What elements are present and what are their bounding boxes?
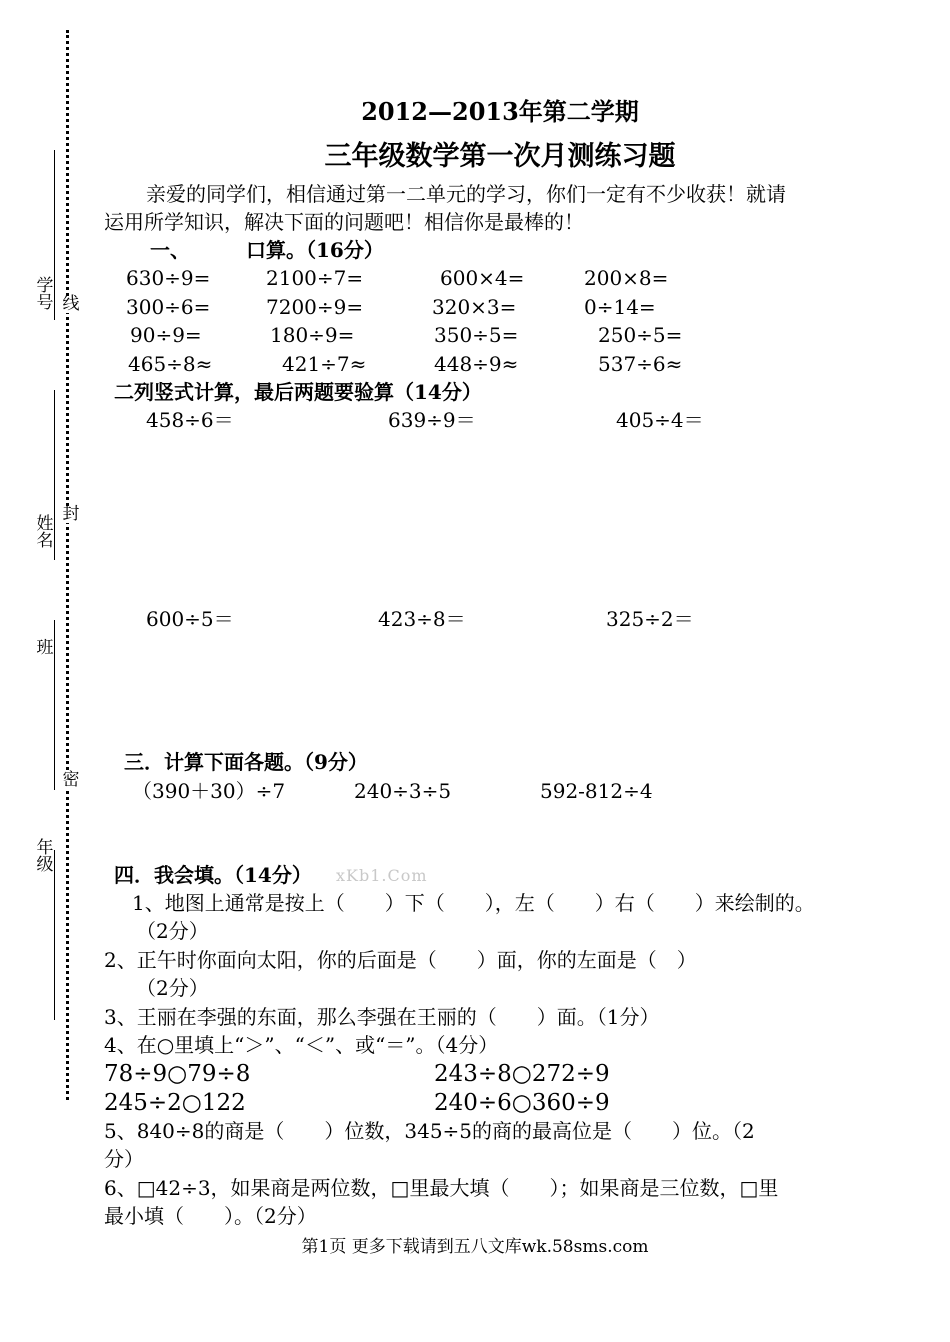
expression-item: 240÷3÷5 — [354, 779, 452, 803]
fill-question-2-score: （2分） — [136, 976, 209, 1000]
compare-item: 78÷9○79÷8 — [104, 1061, 251, 1087]
mental-calc-item: 180÷9= — [270, 323, 355, 347]
fill-question-2: 2、正午时你面向太阳，你的后面是（ ）面，你的左面是（ ） — [104, 948, 697, 972]
fill-question-1-score: （2分） — [136, 919, 209, 943]
xuehao-underline — [54, 150, 55, 320]
page-footer: 第1页 更多下载请到五八文库wk.58sms.com — [301, 1237, 649, 1257]
mi-label: 密 — [62, 770, 80, 790]
mental-calc-item: 465÷8≈ — [128, 352, 213, 376]
fill-question-5-line-2: 分） — [104, 1147, 144, 1171]
xingming-underline — [54, 390, 55, 560]
ban-underline — [54, 620, 55, 790]
compare-item: 245÷2○122 — [104, 1090, 246, 1116]
compare-item: 240÷6○360÷9 — [434, 1090, 610, 1116]
xingming-label: 姓名 — [36, 514, 54, 551]
fill-question-3: 3、王丽在李强的东面，那么李强在王丽的（ ）面。（1分） — [104, 1005, 660, 1029]
section4-title: 四．我会填。（14分） — [114, 863, 312, 887]
mental-calc-item: 2100÷7= — [266, 266, 364, 290]
fill-question-1: 1、地图上通常是按上（ ）下（ ），左（ ）右（ ）来绘制的。 — [132, 891, 815, 915]
expression-item: 592-812÷4 — [540, 779, 653, 803]
vertical-calc-item: 325÷2＝ — [606, 607, 694, 631]
mental-calc-item: 0÷14= — [584, 295, 656, 319]
xuehao-label: 学号 — [36, 276, 54, 313]
vertical-calc-item: 600÷5＝ — [146, 607, 234, 631]
mental-calc-item: 7200÷9= — [266, 295, 364, 319]
compare-item: 243÷8○272÷9 — [434, 1061, 610, 1087]
mental-calc-item: 320×3= — [432, 295, 517, 319]
vertical-calc-item: 405÷4＝ — [616, 408, 704, 432]
exam-term-title: 2012—2013年第二学期 — [361, 97, 639, 126]
mental-calc-item: 300÷6= — [126, 295, 211, 319]
feng-label: 封 — [62, 504, 80, 524]
fill-question-5-line-1: 5、840÷8的商是（ ）位数，345÷5的商的最高位是（ ）位。（2 — [104, 1119, 755, 1143]
mental-calc-item: 537÷6≈ — [598, 352, 683, 376]
binding-dotted-line — [66, 30, 69, 1100]
section1-number: 一、 — [150, 238, 190, 262]
expression-item: （390＋30）÷7 — [132, 779, 286, 803]
fill-question-6-line-2: 最小填（ ）。（2分） — [104, 1204, 317, 1228]
ban-label: 班 — [36, 638, 54, 658]
vertical-calc-item: 458÷6＝ — [146, 408, 234, 432]
mental-calc-item: 600×4= — [440, 266, 525, 290]
intro-line-2: 运用所学知识，解决下面的问题吧！相信你是最棒的！ — [104, 210, 584, 234]
xian-label: 线 — [62, 294, 80, 314]
nianji-label: 年级 — [36, 838, 54, 875]
mental-calc-item: 90÷9= — [130, 323, 202, 347]
mental-calc-item: 448÷9≈ — [434, 352, 519, 376]
fill-question-4: 4、在○里填上“＞”、“＜”、或“＝”。（4分） — [104, 1033, 499, 1057]
mental-calc-item: 250÷5= — [598, 323, 683, 347]
vertical-calc-item: 639÷9＝ — [388, 408, 476, 432]
intro-line-1: 亲爱的同学们，相信通过第一二单元的学习，你们一定有不少收获！就请 — [146, 182, 786, 206]
watermark-text: xKb1.Com — [336, 866, 428, 885]
exam-title: 三年级数学第一次月测练习题 — [324, 141, 676, 172]
vertical-calc-item: 423÷8＝ — [378, 607, 466, 631]
fill-question-6-line-1: 6、□42÷3，如果商是两位数，□里最大填（ ）；如果商是三位数，□里 — [104, 1176, 779, 1200]
section1-title: 口算。（16分） — [246, 238, 384, 262]
mental-calc-item: 630÷9= — [126, 266, 211, 290]
mental-calc-item: 350÷5= — [434, 323, 519, 347]
section3-title: 三．计算下面各题。（9分） — [124, 750, 368, 774]
nianji-underline — [54, 850, 55, 1020]
section2-title: 二列竖式计算，最后两题要验算（14分） — [114, 380, 482, 404]
mental-calc-item: 421÷7≈ — [282, 352, 367, 376]
mental-calc-item: 200×8= — [584, 266, 669, 290]
